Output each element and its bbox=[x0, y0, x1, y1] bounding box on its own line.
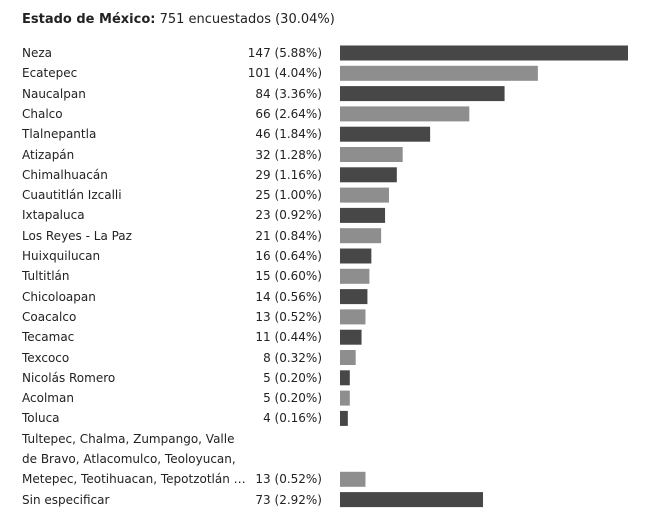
value-label: 11 (0.44%) bbox=[255, 330, 322, 345]
bar bbox=[340, 309, 365, 324]
state-name: Estado de México: bbox=[22, 12, 156, 27]
category-label: de Bravo, Atlacomulco, Teoloyucan, bbox=[22, 452, 236, 466]
category-label: Chalco bbox=[22, 106, 63, 121]
value-label: 25 (1.00%) bbox=[255, 188, 322, 203]
value-label: 147 (5.88%) bbox=[247, 46, 322, 60]
bar bbox=[340, 269, 369, 284]
value-label: 73 (2.92%) bbox=[255, 492, 322, 507]
bar bbox=[340, 391, 350, 406]
bar bbox=[340, 249, 371, 264]
value-label: 16 (0.64%) bbox=[255, 249, 322, 263]
bar bbox=[340, 350, 356, 365]
category-label: Los Reyes - La Paz bbox=[22, 228, 132, 243]
bar bbox=[340, 472, 365, 487]
respondent-summary: 751 encuestados (30.04%) bbox=[159, 12, 335, 27]
value-label: 5 (0.20%) bbox=[263, 391, 322, 406]
value-label: 66 (2.64%) bbox=[255, 106, 322, 121]
bar bbox=[340, 208, 385, 223]
category-label: Chicoloapan bbox=[22, 289, 96, 304]
value-label: 21 (0.84%) bbox=[255, 228, 322, 243]
category-label: Coacalco bbox=[22, 309, 77, 324]
value-label: 29 (1.16%) bbox=[255, 167, 322, 182]
category-label: Metepec, Teotihuacan, Tepotzotlán … bbox=[22, 472, 246, 487]
value-label: 4 (0.16%) bbox=[263, 411, 322, 426]
value-label: 46 (1.84%) bbox=[255, 127, 322, 142]
value-label: 101 (4.04%) bbox=[247, 66, 322, 81]
value-label: 5 (0.20%) bbox=[263, 370, 322, 385]
bar bbox=[340, 289, 367, 304]
bar bbox=[340, 411, 348, 426]
category-label: Cuautitlán Izcalli bbox=[22, 188, 122, 203]
bar bbox=[340, 167, 397, 182]
category-label: Huixquilucan bbox=[22, 249, 101, 263]
category-label: Neza bbox=[22, 46, 53, 60]
bar bbox=[340, 86, 505, 101]
category-label: Chimalhuacán bbox=[22, 167, 108, 182]
category-label: Sin especificar bbox=[22, 492, 110, 507]
value-label: 15 (0.60%) bbox=[255, 269, 322, 284]
category-label: Tlalnepantla bbox=[22, 127, 97, 142]
bar bbox=[340, 228, 381, 243]
bar bbox=[340, 46, 628, 61]
category-label: Tultitlán bbox=[22, 269, 70, 284]
category-label: Tecamac bbox=[22, 330, 75, 345]
category-label: Atizapán bbox=[22, 147, 75, 162]
category-label: Texcoco bbox=[22, 350, 70, 365]
bar bbox=[340, 127, 430, 142]
value-label: 13 (0.52%) bbox=[255, 472, 322, 487]
value-label: 84 (3.36%) bbox=[255, 86, 322, 101]
value-label: 32 (1.28%) bbox=[255, 147, 322, 162]
bar bbox=[340, 492, 483, 507]
category-label: Nicolás Romero bbox=[22, 370, 116, 385]
bar bbox=[340, 147, 403, 162]
category-label: Ecatepec bbox=[22, 66, 78, 81]
bar bbox=[340, 330, 362, 345]
bar bbox=[340, 66, 538, 81]
bar bbox=[340, 106, 469, 121]
category-label: Ixtapaluca bbox=[22, 208, 85, 223]
value-label: 23 (0.92%) bbox=[255, 208, 322, 223]
category-label: Tultepec, Chalma, Zumpango, Valle bbox=[22, 431, 235, 446]
category-label: Acolman bbox=[22, 391, 74, 406]
value-label: 8 (0.32%) bbox=[263, 350, 322, 365]
category-label: Toluca bbox=[22, 411, 60, 426]
bar bbox=[340, 370, 350, 385]
bar bbox=[340, 188, 389, 203]
value-label: 13 (0.52%) bbox=[255, 309, 322, 324]
category-label: Naucalpan bbox=[22, 86, 86, 101]
value-label: 14 (0.56%) bbox=[255, 289, 322, 304]
